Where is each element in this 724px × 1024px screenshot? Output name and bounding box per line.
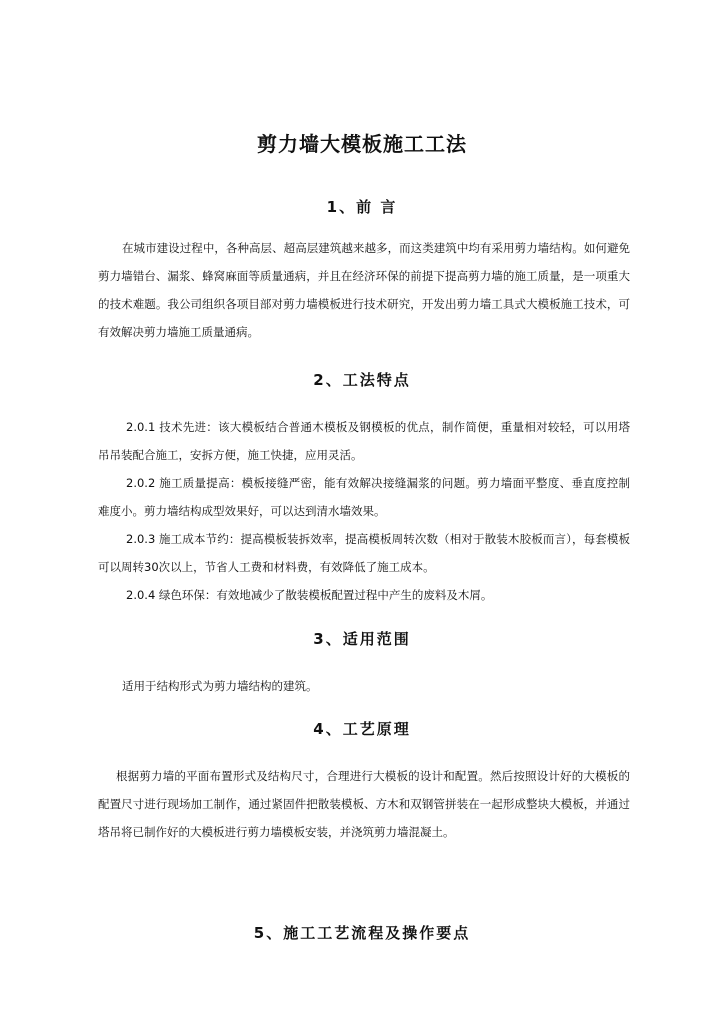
paragraph-feature-2-0-3: 2.0.3 施工成本节约：提高模板装拆效率，提高模板周转次数（相对于散装木胶板而言），每套模板可以周转30次以上，节省人工费和材料费，有效降低了施工成本。 xyxy=(98,532,630,574)
section-heading-features: 2、工法特点 xyxy=(313,371,411,389)
paragraph-feature-2-0-1: 2.0.1 技术先进：该大模板结合普通木模板及钢模板的优点，制作简便，重量相对较轻，可以用塔吊吊装配合施工，安拆方便，施工快捷，应用灵活。 xyxy=(98,420,630,462)
paragraph-principle: 根据剪力墙的平面布置形式及结构尺寸，合理进行大模板的设计和配置。然后按照设计好的大模板的配置尺寸进行现场加工制作，通过紧固件把散装模板、方木和双钢管拼装在一起形成整块大模板，并通过塔吊将已制作好的大模板进行剪力墙模板安装，并浇筑剪力墙混凝土。 xyxy=(98,769,630,839)
section-heading-principle: 4、工艺原理 xyxy=(313,720,411,738)
paragraph-scope: 适用于结构形式为剪力墙结构的建筑。 xyxy=(122,679,318,693)
paragraph-preface: 在城市建设过程中，各种高层、超高层建筑越来越多，而这类建筑中均有采用剪力墙结构。如何避免剪力墙错台、漏浆、蜂窝麻面等质量通病，并且在经济环保的前提下提高剪力墙的施工质量，是一项重大的技术难题。我公司组织各项目部对剪力墙模板进行技术研究，开发出剪力墙工具式大模板施工技术，可有效解决剪力墙施工质量通病。 xyxy=(98,241,630,339)
paragraph-feature-2-0-4: 2.0.4 绿色环保：有效地减少了散装模板配置过程中产生的废料及木屑。 xyxy=(126,588,493,602)
section-heading-preface: 1、前 言 xyxy=(326,198,398,216)
section-heading-scope: 3、适用范围 xyxy=(313,630,411,648)
section-heading-process: 5、施工工艺流程及操作要点 xyxy=(253,924,471,942)
paragraph-feature-2-0-2: 2.0.2 施工质量提高：模板接缝严密，能有效解决接缝漏浆的问题。剪力墙面平整度、垂直度控制难度小。剪力墙结构成型效果好，可以达到清水墙效果。 xyxy=(98,476,630,518)
document-title: 剪力墙大模板施工工法 xyxy=(257,132,467,156)
